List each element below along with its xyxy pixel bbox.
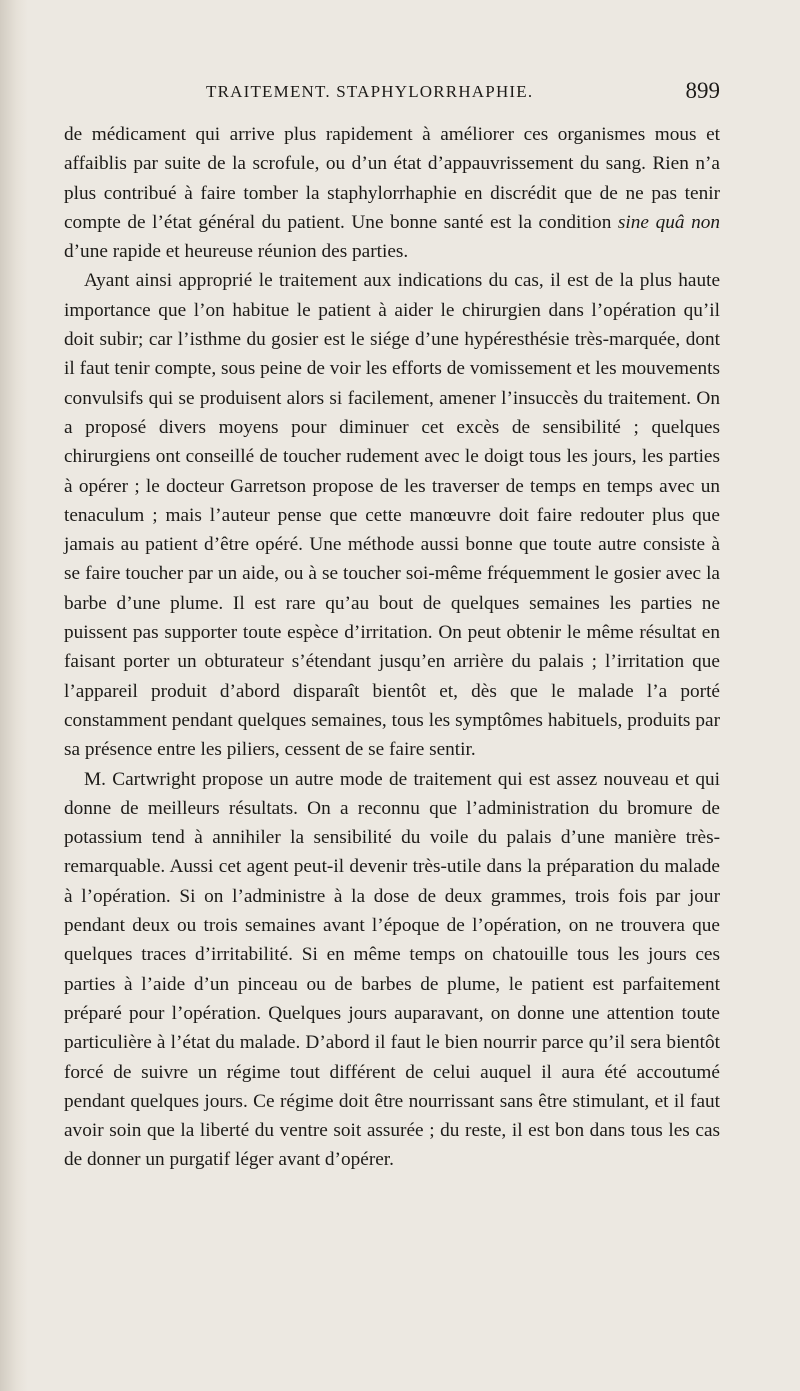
page-number: 899 bbox=[685, 78, 720, 103]
running-head bbox=[64, 78, 720, 108]
paragraph-1-text-a: de médicament qui arrive plus rapidement à améliorer ces organismes mous et affaiblis par suite de la scrofule, ou d’un état d’appauvrissement du sang. Rien n’a plus contribué à faire tomber la staphylorrhaphie en discrédit que de ne pas tenir compte de l’état général du patient. Une bonne santé est la condition bbox=[64, 124, 720, 233]
paragraph-3: M. Cartwright propose un autre mode de traitement qui est assez nouveau et qui donne de meilleurs résultats. On a reconnu que l’administration du bromure de potassium tend à annihiler la sensibilité du voile du palais d’une manière très-remarquable. Aussi cet agent peut-il devenir très-utile dans la préparation du malade à l’opération. Si on l’administre à la dose de deux grammes, trois fois par jour pendant deux ou trois semaines avant l’époque de l’opération, on ne trouvera que quelques traces d’irritabilité. Si en même temps on chatouille tous les jours ces parties à l’aide d’un pinceau ou de barbes de plume, le patient est parfaitement préparé pour l’opération. Quelques jours auparavant, on donne une attention toute particulière à l’état du malade. D’abord il faut le bien nourrir parce qu’il sera bientôt forcé de suivre un régime tout différent de celui auquel il aura été accoutumé pendant quelques jours. Ce régime doit être nourrissant sans être stimulant, et il faut avoir soin que la liberté du ventre soit assurée ; du reste, il est bon dans tous les cas de donner un purgatif léger avant d’opérer. bbox=[64, 768, 720, 1171]
body-text bbox=[64, 120, 720, 1175]
page-gutter-shadow bbox=[0, 0, 28, 1391]
paragraph-1 bbox=[64, 120, 720, 266]
paragraph-2: Ayant ainsi approprié le traitement aux indications du cas, il est de la plus haute importance que l’on habitue le patient à aider le chirurgien dans l’opération qu’il doit subir; car l’isthme du gosier est le siége d’une hypéresthésie très-marquée, dont il faut tenir compte, sous peine de voir les efforts de vomissement et les mouvements convulsifs qui se produisent alors si facilement, amener l’insuccès du traitement. On a proposé divers moyens pour diminuer cet excès de sensibilité ; quelques chirurgiens ont conseillé de toucher rudement avec le doigt tous les jours, les parties à opérer ; le docteur Garretson propose de les traverser de temps en temps avec un tenaculum ; mais l’auteur pense que cette manœuvre doit faire redouter plus que jamais au patient d’être opéré. Une méthode aussi bonne que toute autre consiste à se faire toucher par un aide, ou à se toucher soi-même fréquemment le gosier avec la barbe d’une plume. Il est rare qu’au bout de quelques semaines les parties ne puissent pas supporter toute espèce d’irritation. On peut obtenir le même résultat en faisant porter un obturateur s’étendant jusqu’en arrière du palais ; l’irritation que l’appareil produit d’abord disparaît bientôt et, dès que le malade l’a porté constamment pendant quelques semaines, tous les symptômes habituels, produits par sa présence entre les piliers, cessent de se faire sentir. bbox=[64, 270, 720, 761]
latin-phrase: sine quâ non bbox=[617, 211, 720, 233]
book-page bbox=[64, 78, 720, 1175]
running-title: TRAITEMENT. STAPHYLORRHAPHIE. bbox=[206, 82, 534, 101]
paragraph-1-text-b: d’une rapide et heureuse réunion des parties. bbox=[64, 241, 409, 263]
